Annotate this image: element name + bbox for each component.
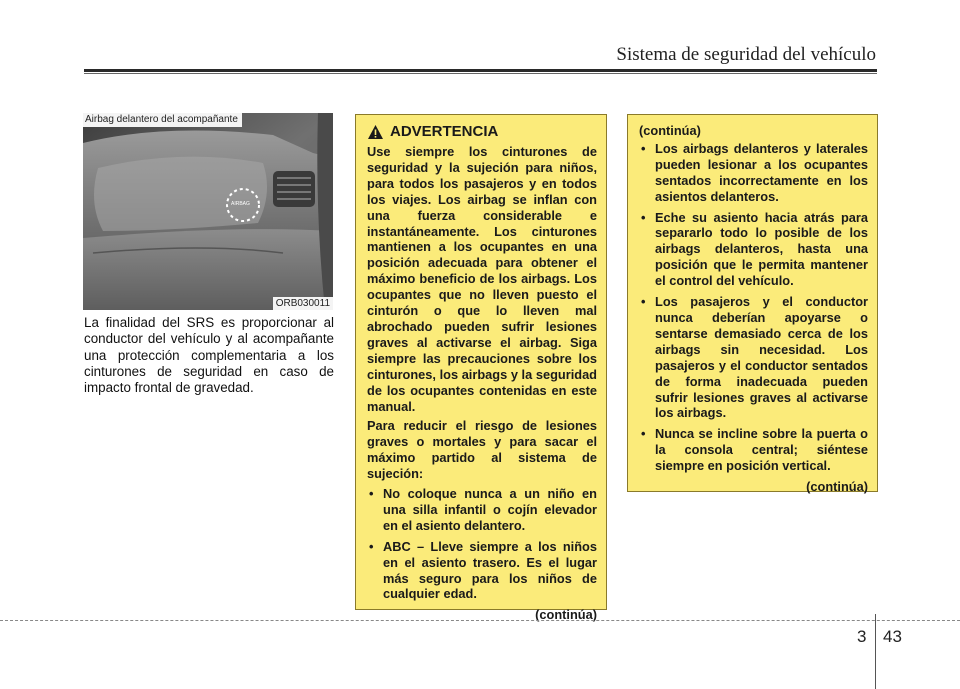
photo-caption: Airbag delantero del acompañante [83, 113, 242, 127]
warning-paragraph-1: Use siempre los cinturones de seguridad y la sujeción para niños, para todos los pasajeros y en todos los viajes. Los airbag se inflan con una fuerza considerable e instantáneamente. Los cinturones mantienen a los ocupantes en una posición adecuada para obtener el máximo beneficio de los airbags. Los ocupantes que no lleven puesto el cinturón o que lo lleven mal abrochado pueden sufrir lesiones graves al activarse el airbag. Siga siempre las precauciones sobre los cinturones, los airbags y la seguridad de los ocupantes contenidas en este manual. [367, 144, 597, 414]
list-item: • Los pasajeros y el conductor nunca deberían apoyarse o sentarse demasiado cerca de los airbags sin necesidad. Los pasajeros y el conductor sentados de forma inadecuada pueden sufrir lesiones graves al activarse los airbags. [639, 294, 868, 421]
srs-description: La finalidad del SRS es proporcionar al conductor del vehículo y al acompañante una protección complementaria a los cinturones de seguridad en caso de impacto frontal de gravedad. [84, 315, 334, 396]
list-item: • Nunca se incline sobre la puerta o la consola central; siéntese siempre en posición vertical. [639, 426, 868, 474]
warning-triangle-icon [367, 124, 384, 140]
warning-box-left [355, 114, 607, 623]
warning-bullet-list [367, 486, 597, 602]
continued-top-label: (continúa) [639, 123, 701, 138]
list-item: • No coloque nunca a un niño en una silla infantil o cojín elevador en el asiento delantero. [367, 486, 597, 534]
page-number-divider [875, 614, 876, 689]
footer-rule [0, 620, 960, 621]
list-item: • ABC – Lleve siempre a los niños en el asiento trasero. Es el lugar más seguro para los niños de cualquier edad. [367, 539, 597, 603]
dashboard-illustration [83, 113, 333, 310]
passenger-airbag-photo [83, 113, 333, 310]
continued-label: (continúa) [535, 607, 597, 623]
warning-bullet-list-right [639, 141, 868, 474]
warning-paragraph-2: Para reducir el riesgo de lesiones graves o mortales y para sacar el máximo partido al sistema de sujeción: [367, 418, 597, 482]
airbag-badge-label: AIRBAG [231, 201, 250, 207]
chapter-number: 3 [857, 627, 867, 646]
continued-bottom-label: (continúa) [806, 479, 868, 495]
header-rule-thin [84, 73, 877, 74]
list-item: • Los airbags delanteros y laterales pueden lesionar a los ocupantes sentados incorrectamente en los asientos delanteros. [639, 141, 868, 205]
page-header-title: Sistema de seguridad del vehículo [616, 44, 876, 65]
warning-box-right [627, 114, 878, 495]
header-rule [84, 69, 877, 72]
photo-code: ORB030011 [273, 297, 333, 310]
page-number: 43 [883, 627, 902, 646]
warning-heading [367, 123, 597, 141]
warning-title: ADVERTENCIA [390, 123, 499, 140]
list-item: • Eche su asiento hacia atrás para separarlo todo lo posible de los airbags delanteros, hasta una posición que le permita mantener el control del vehículo. [639, 210, 868, 290]
